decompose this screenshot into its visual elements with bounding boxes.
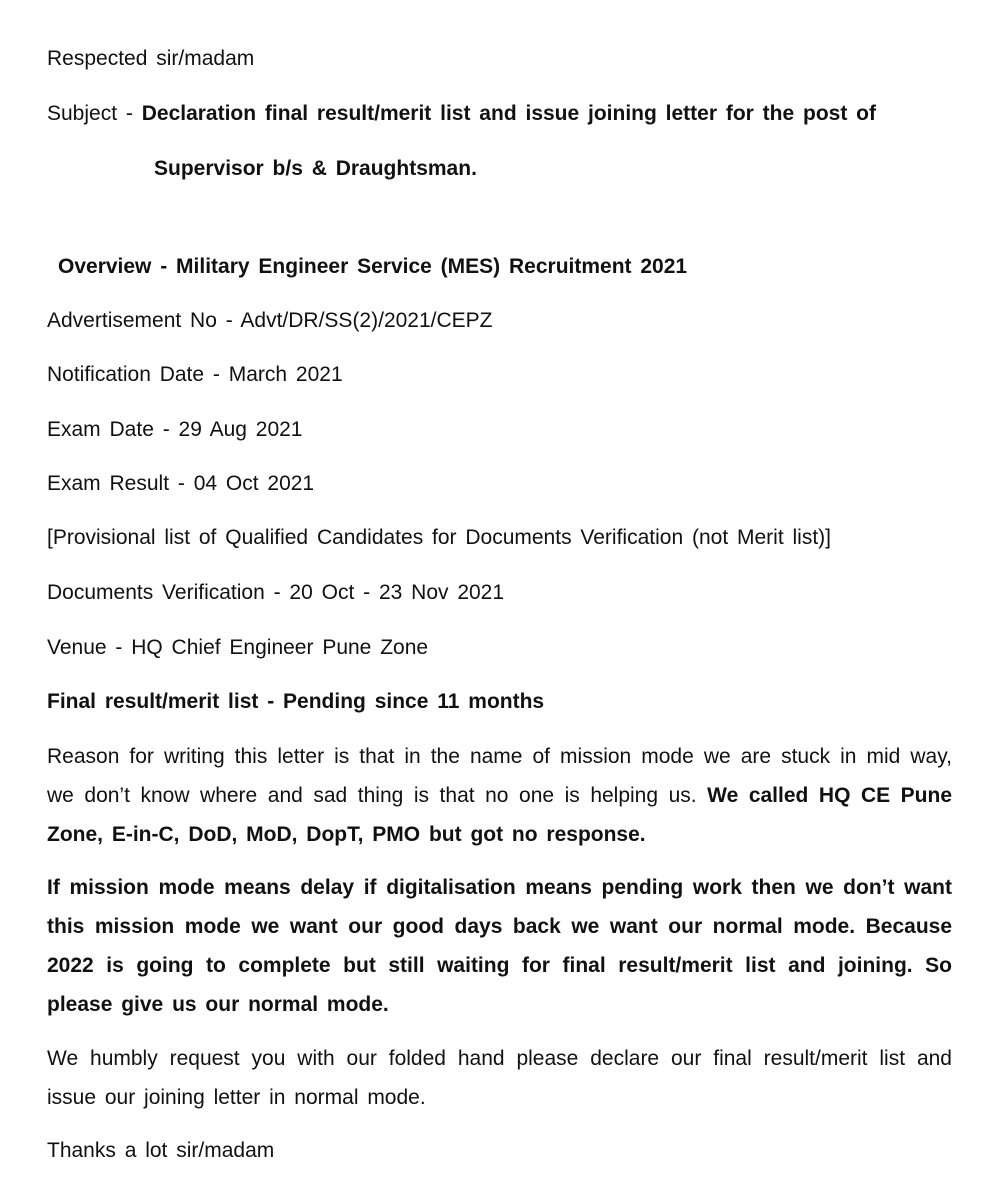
provisional-list-note: [Provisional list of Qualified Candidates for Documents Verification (not Merit list)] (47, 526, 831, 549)
exam-date: Exam Date - 29 Aug 2021 (47, 418, 303, 441)
request-paragraph: We humbly request you with our folded hand please declare our final result/merit list and issue our joining letter in normal mode. (47, 1047, 952, 1109)
venue: Venue - HQ Chief Engineer Pune Zone (47, 636, 429, 659)
overview-heading: Overview - Military Engineer Service (MES) Recruitment 2021 (58, 255, 688, 278)
final-result-status: Final result/merit list - Pending since 11 months (47, 690, 545, 713)
notification-date: Notification Date - March 2021 (47, 363, 343, 386)
reason-emphasis: We called HQ CE Pune Zone, E-in-C, DoD, MoD, DopT, PMO but got no response. (47, 784, 952, 846)
advertisement-number: Advertisement No - Advt/DR/SS(2)/2021/CEPZ (47, 309, 493, 332)
subject-continuation: Supervisor b/s & Draughtsman. (154, 157, 477, 180)
reason-paragraph (47, 737, 952, 854)
subject-label: Subject - (47, 102, 142, 125)
mission-mode-paragraph: If mission mode means delay if digitalisation means pending work then we don’t want this mission mode we want our good days back we want our normal mode. Because 2022 is going to complete but still waiting for final result/merit list and joining. So please give us our normal mode. (47, 876, 952, 1016)
exam-result: Exam Result - 04 Oct 2021 (47, 472, 315, 495)
salutation: Respected sir/madam (47, 47, 255, 70)
reason-text: Reason for writing this letter is that in the name of mission mode we are stuck in mid way, we don’t know where and sad thing is that no one is helping us. (47, 745, 952, 807)
documents-verification: Documents Verification - 20 Oct - 23 Nov 2021 (47, 581, 505, 604)
subject-text: Declaration final result/merit list and issue joining letter for the post of (141, 102, 876, 125)
closing-line: Thanks a lot sir/madam (47, 1139, 275, 1162)
subject-line (47, 101, 876, 127)
